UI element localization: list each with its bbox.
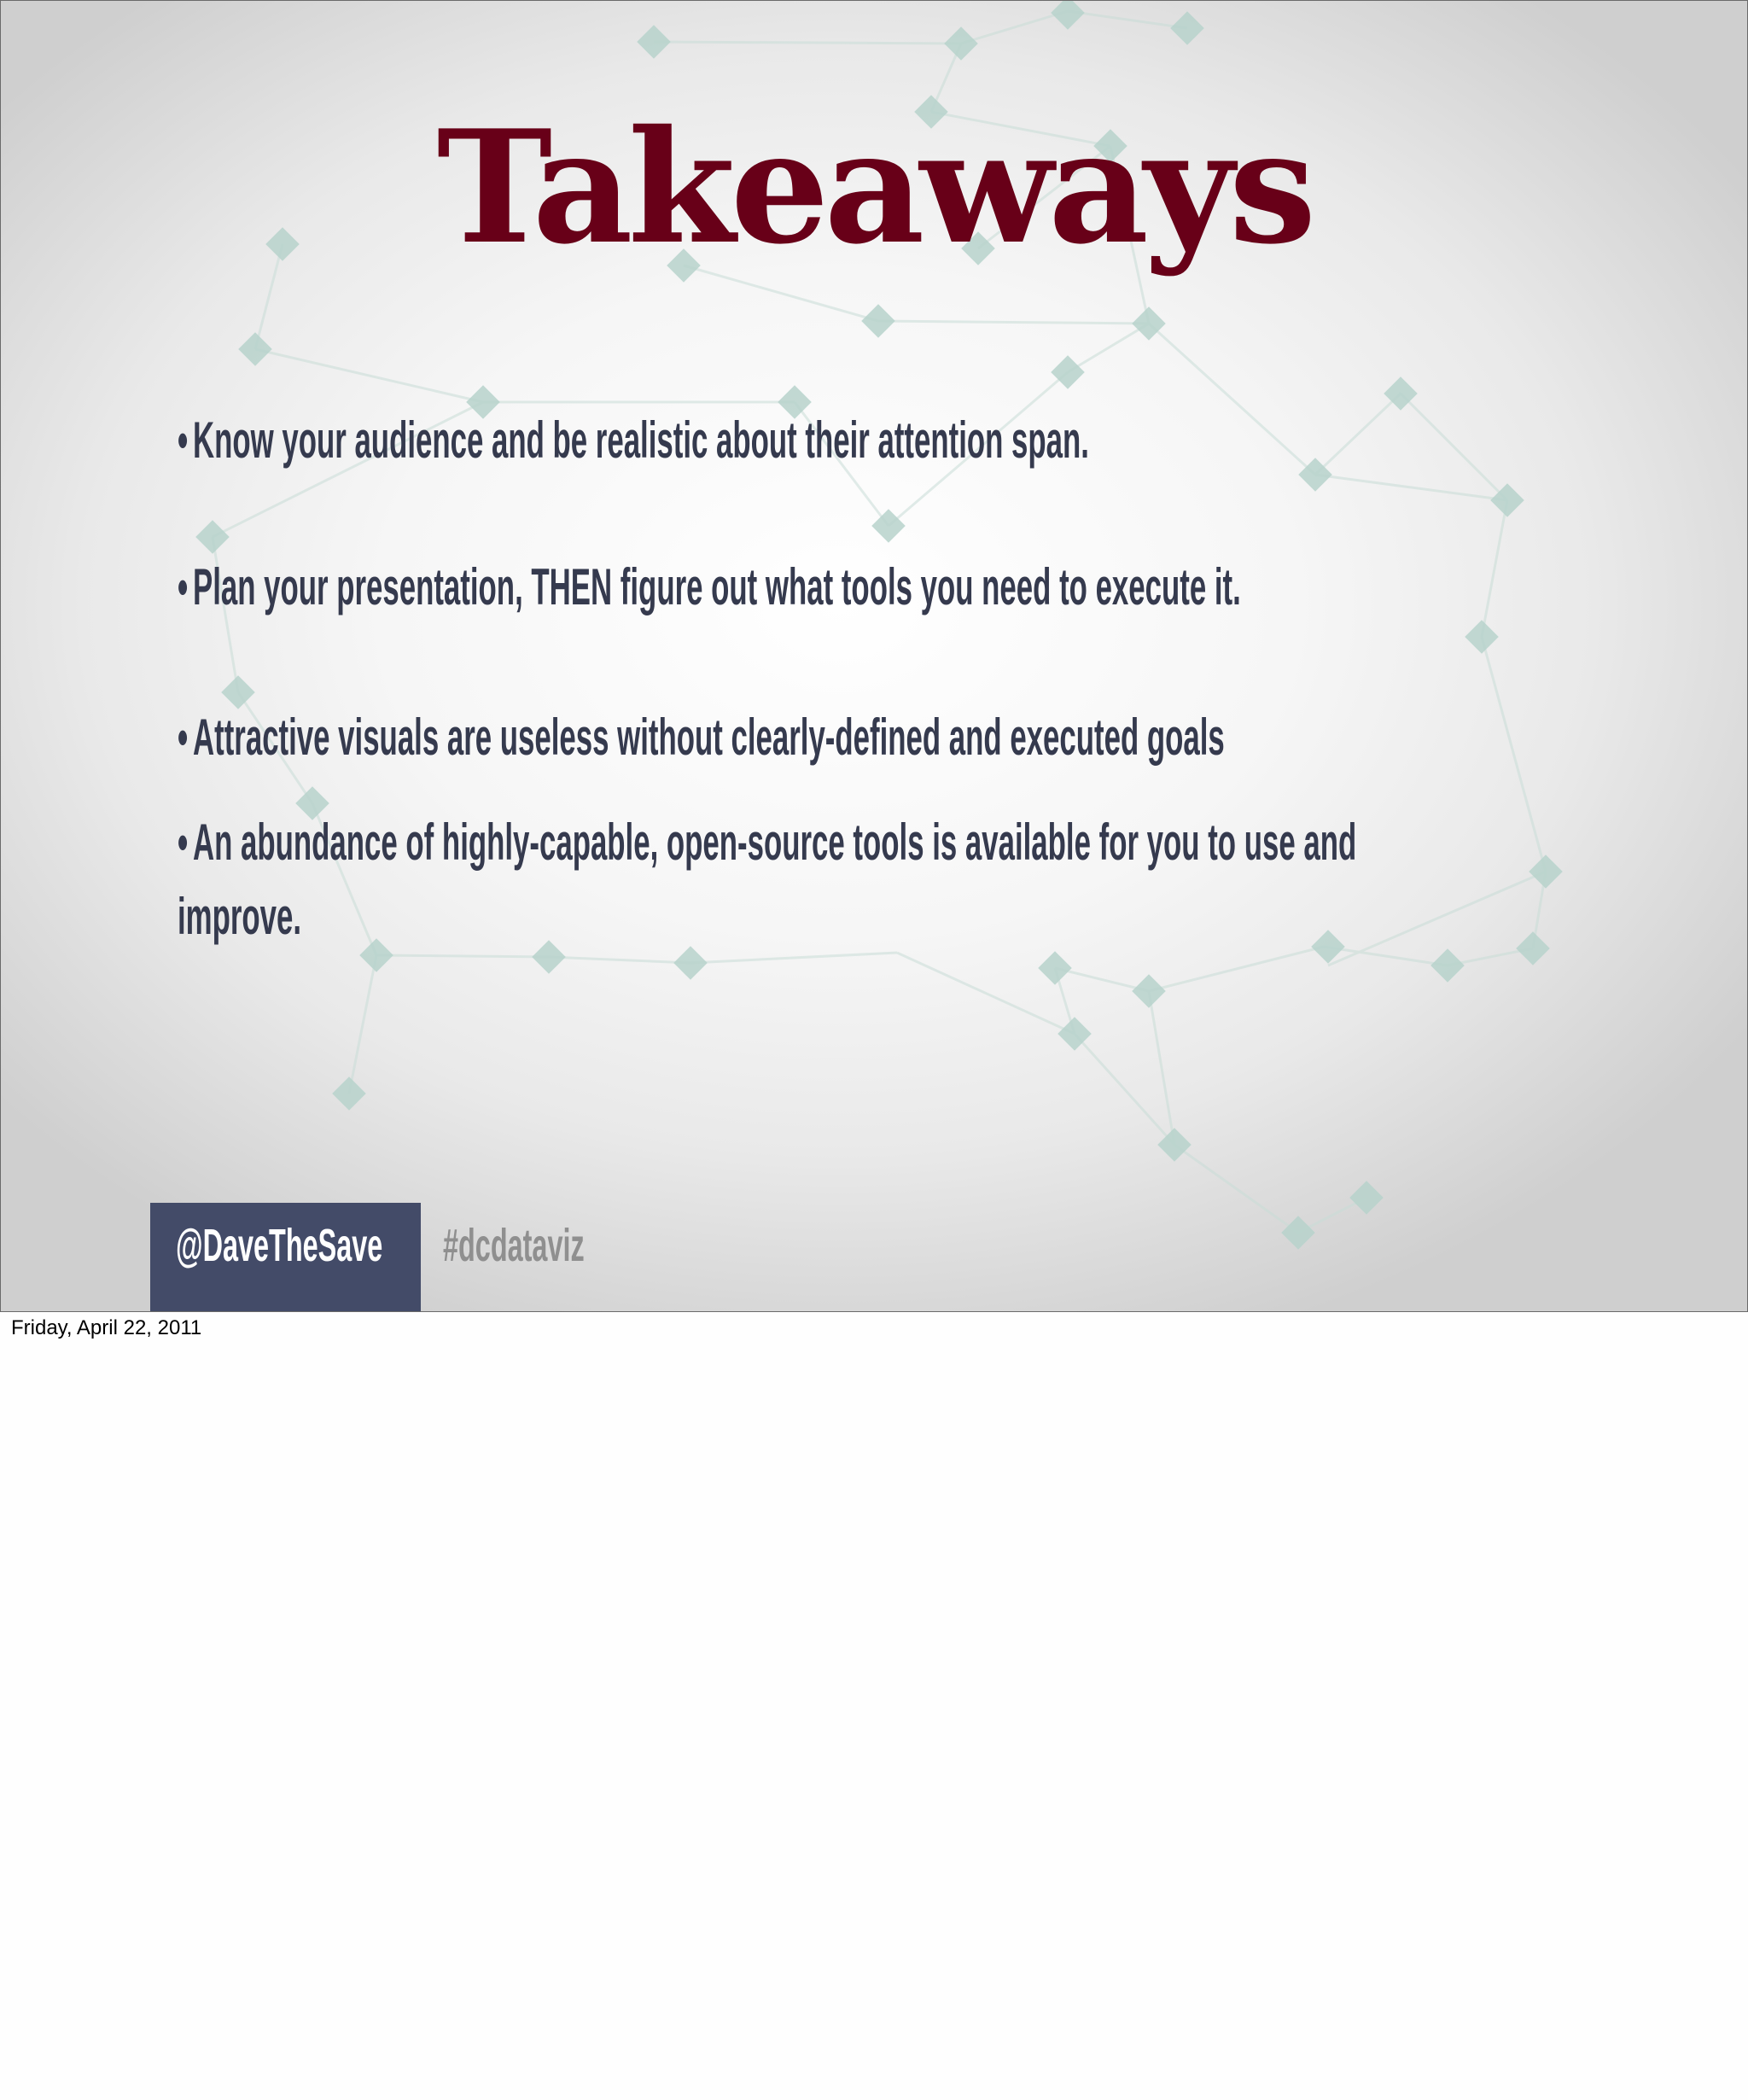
bullet-text: Know your audience and be realistic about their attention span. bbox=[192, 411, 1089, 469]
slide-title: Takeaways bbox=[436, 96, 1312, 278]
bullet-item bbox=[178, 701, 1225, 774]
bullet-marker: • bbox=[178, 709, 189, 766]
bullet-marker: • bbox=[178, 411, 189, 469]
bullet-marker: • bbox=[178, 814, 189, 871]
bullet-item bbox=[178, 806, 1356, 879]
bullet-item bbox=[178, 551, 1241, 624]
bullet-item bbox=[178, 404, 1089, 477]
hashtag: #dcdataviz bbox=[443, 1220, 585, 1271]
bullet-marker: • bbox=[178, 558, 189, 615]
bullet-text: An abundance of highly-capable, open-source tools is available for you to use and bbox=[192, 814, 1357, 871]
page-date: Friday, April 22, 2011 bbox=[11, 1316, 202, 1339]
bullet-text: Plan your presentation, THEN figure out what tools you need to execute it. bbox=[192, 558, 1241, 615]
twitter-handle: @DaveTheSave bbox=[176, 1220, 383, 1271]
bullet-text: Attractive visuals are useless without clearly-defined and executed goals bbox=[192, 709, 1225, 766]
bullet-continuation: improve. bbox=[178, 888, 302, 945]
